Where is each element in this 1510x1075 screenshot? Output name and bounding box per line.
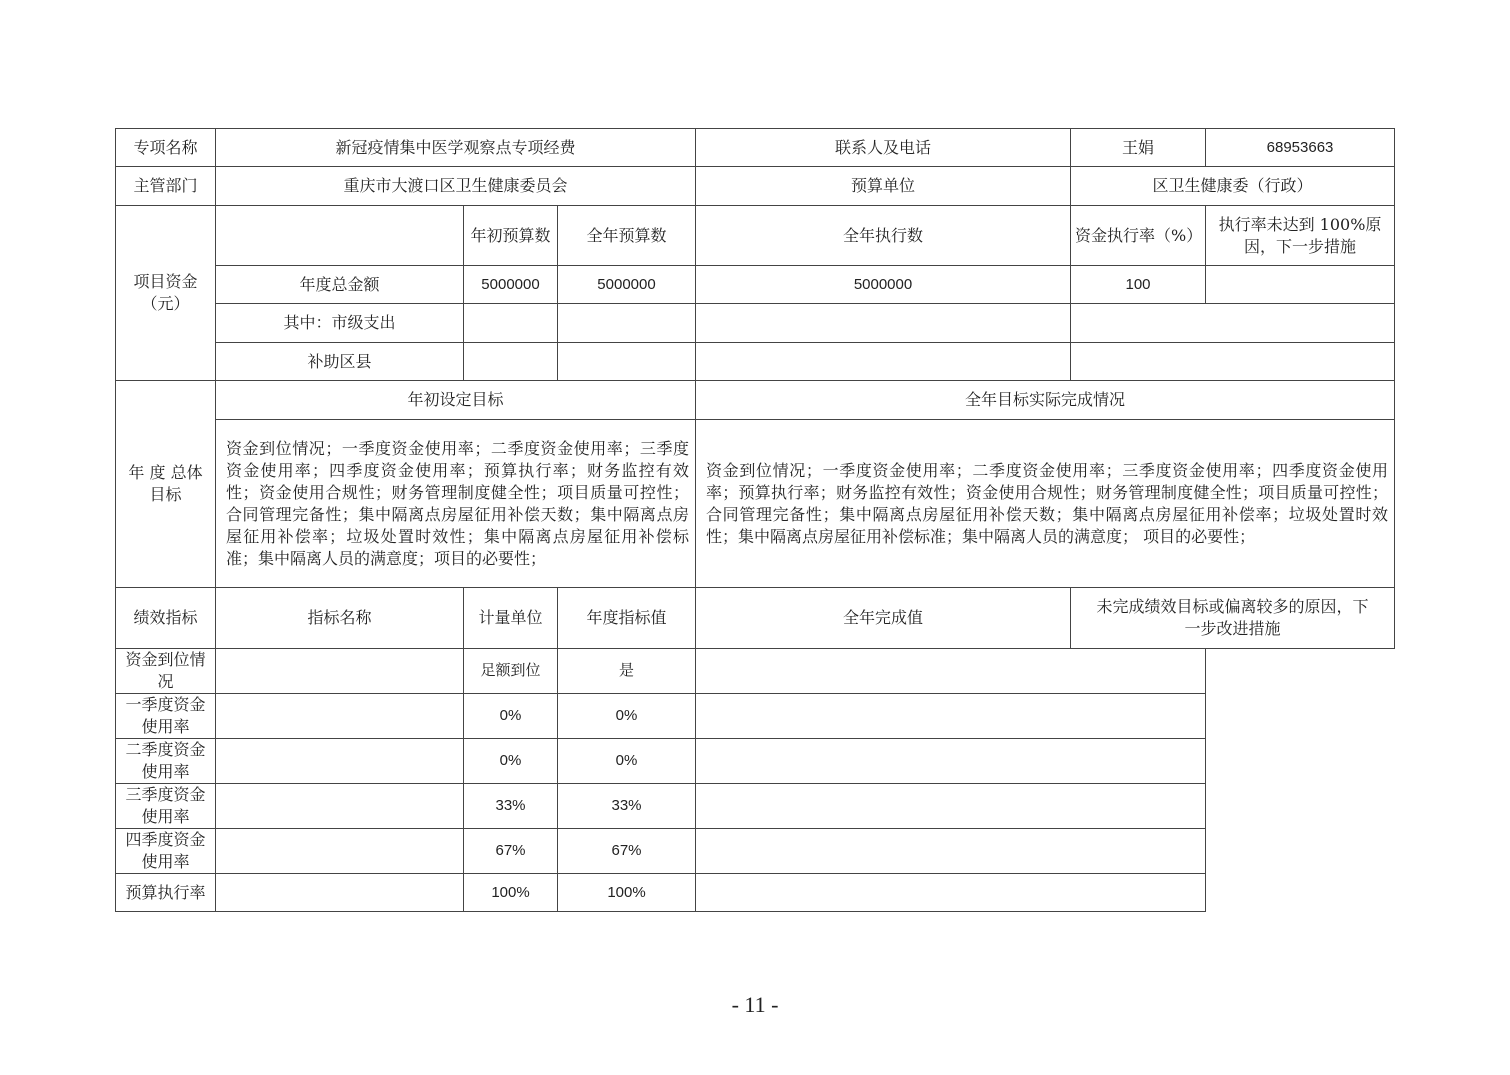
indicator-target: 100% (464, 874, 558, 912)
fund-rate: 100 (1071, 266, 1206, 304)
indicator-name: 一季度资金使用率 (116, 694, 216, 739)
goals-actual-text: 资金到位情况；一季度资金使用率；二季度资金使用率；三季度资金使用率；四季度资金使用率；预算执行率；财务监控有效性；资金使用合规性；财务管理制度健全性；项目质量可控性；合同管理完备性；集中隔离点房屋征用补偿天数；集中隔离点房屋征用补偿率；垃圾处置时效性；集中隔离点房屋征用补偿标准；集中隔离人员的满意度； 项目的必要性； (696, 420, 1395, 588)
blank-cell (558, 304, 696, 343)
label-goals: 年 度 总体目标 (116, 381, 216, 588)
fund-initial: 5000000 (464, 266, 558, 304)
col-unit: 计量单位 (464, 588, 558, 649)
fund-row-name: 其中：市级支出 (216, 304, 464, 343)
fund-reason (1206, 266, 1395, 304)
contact-name: 王娟 (1071, 129, 1206, 167)
indicator-name: 四季度资金使用率 (116, 829, 216, 874)
blank-cell (558, 343, 696, 381)
fund-annual: 5000000 (558, 266, 696, 304)
blank-cell (464, 343, 558, 381)
label-budget-unit: 预算单位 (696, 167, 1071, 206)
indicator-actual: 是 (558, 649, 696, 694)
col-executed: 全年执行数 (696, 206, 1071, 266)
indicator-target: 33% (464, 784, 558, 829)
indicator-reason (696, 694, 1206, 739)
page-number: - 11 - (731, 992, 779, 1017)
label-project-name: 专项名称 (116, 129, 216, 167)
goals-actual-header: 全年目标实际完成情况 (696, 381, 1395, 420)
indicator-name: 三季度资金使用率 (116, 784, 216, 829)
col-initial: 年初预算数 (464, 206, 558, 266)
indicator-unit (216, 829, 464, 874)
contact-phone: 68953663 (1206, 129, 1395, 167)
indicator-actual: 100% (558, 874, 696, 912)
col-target: 年度指标值 (558, 588, 696, 649)
col-rate: 资金执行率（%） (1071, 206, 1206, 266)
blank-cell (464, 304, 558, 343)
indicator-target: 0% (464, 694, 558, 739)
indicator-unit (216, 874, 464, 912)
indicator-actual: 0% (558, 694, 696, 739)
fund-executed: 5000000 (696, 266, 1071, 304)
col-actual: 全年完成值 (696, 588, 1071, 649)
goals-set-text: 资金到位情况；一季度资金使用率；二季度资金使用率；三季度资金使用率；四季度资金使用率；预算执行率；财务监控有效性；资金使用合规性；财务管理制度健全性；项目质量可控性；合同管理完备性；集中隔离点房屋征用补偿天数；集中隔离点房屋征用补偿率；垃圾处置时效性；集中隔离点房屋征用补偿标准；集中隔离人员的满意度；项目的必要性； (216, 420, 696, 588)
label-funds: 项目资金（元） (116, 206, 216, 381)
indicator-unit (216, 784, 464, 829)
indicator-row (116, 874, 1395, 912)
performance-table (115, 128, 1395, 912)
label-contact: 联系人及电话 (696, 129, 1071, 167)
indicator-row (116, 694, 1395, 739)
blank-cell (1071, 343, 1395, 381)
indicator-name: 资金到位情况 (116, 649, 216, 694)
blank-cell (696, 343, 1071, 381)
indicator-reason (696, 739, 1206, 784)
col-annual: 全年预算数 (558, 206, 696, 266)
goals-set-header: 年初设定目标 (216, 381, 696, 420)
label-indicators: 绩效指标 (116, 588, 216, 649)
indicator-actual: 67% (558, 829, 696, 874)
indicator-row (116, 829, 1395, 874)
dept: 重庆市大渡口区卫生健康委员会 (216, 167, 696, 206)
indicator-row (116, 649, 1395, 694)
blank-cell (1071, 304, 1395, 343)
project-name: 新冠疫情集中医学观察点专项经费 (216, 129, 696, 167)
indicator-row (116, 784, 1395, 829)
indicator-unit (216, 649, 464, 694)
indicator-unit (216, 694, 464, 739)
blank-cell (696, 304, 1071, 343)
indicator-target: 0% (464, 739, 558, 784)
fund-row-name: 年度总金额 (216, 266, 464, 304)
fund-row-name: 补助区县 (216, 343, 464, 381)
indicator-actual: 0% (558, 739, 696, 784)
indicator-name: 预算执行率 (116, 874, 216, 912)
indicator-name: 二季度资金使用率 (116, 739, 216, 784)
col-reason: 执行率未达到 100%原因，下一步措施 (1206, 206, 1395, 266)
col-indicator-reason: 未完成绩效目标或偏离较多的原因，下一步改进措施 (1071, 588, 1395, 649)
indicator-actual: 33% (558, 784, 696, 829)
label-dept: 主管部门 (116, 167, 216, 206)
indicator-row (116, 739, 1395, 784)
indicator-target: 67% (464, 829, 558, 874)
blank-cell (216, 206, 464, 266)
budget-unit: 区卫生健康委（行政） (1071, 167, 1395, 206)
indicator-reason (696, 874, 1206, 912)
indicator-target: 足额到位 (464, 649, 558, 694)
col-indicator-name: 指标名称 (216, 588, 464, 649)
indicator-reason (696, 784, 1206, 829)
indicator-reason (696, 829, 1206, 874)
indicator-reason (696, 649, 1206, 694)
indicator-unit (216, 739, 464, 784)
